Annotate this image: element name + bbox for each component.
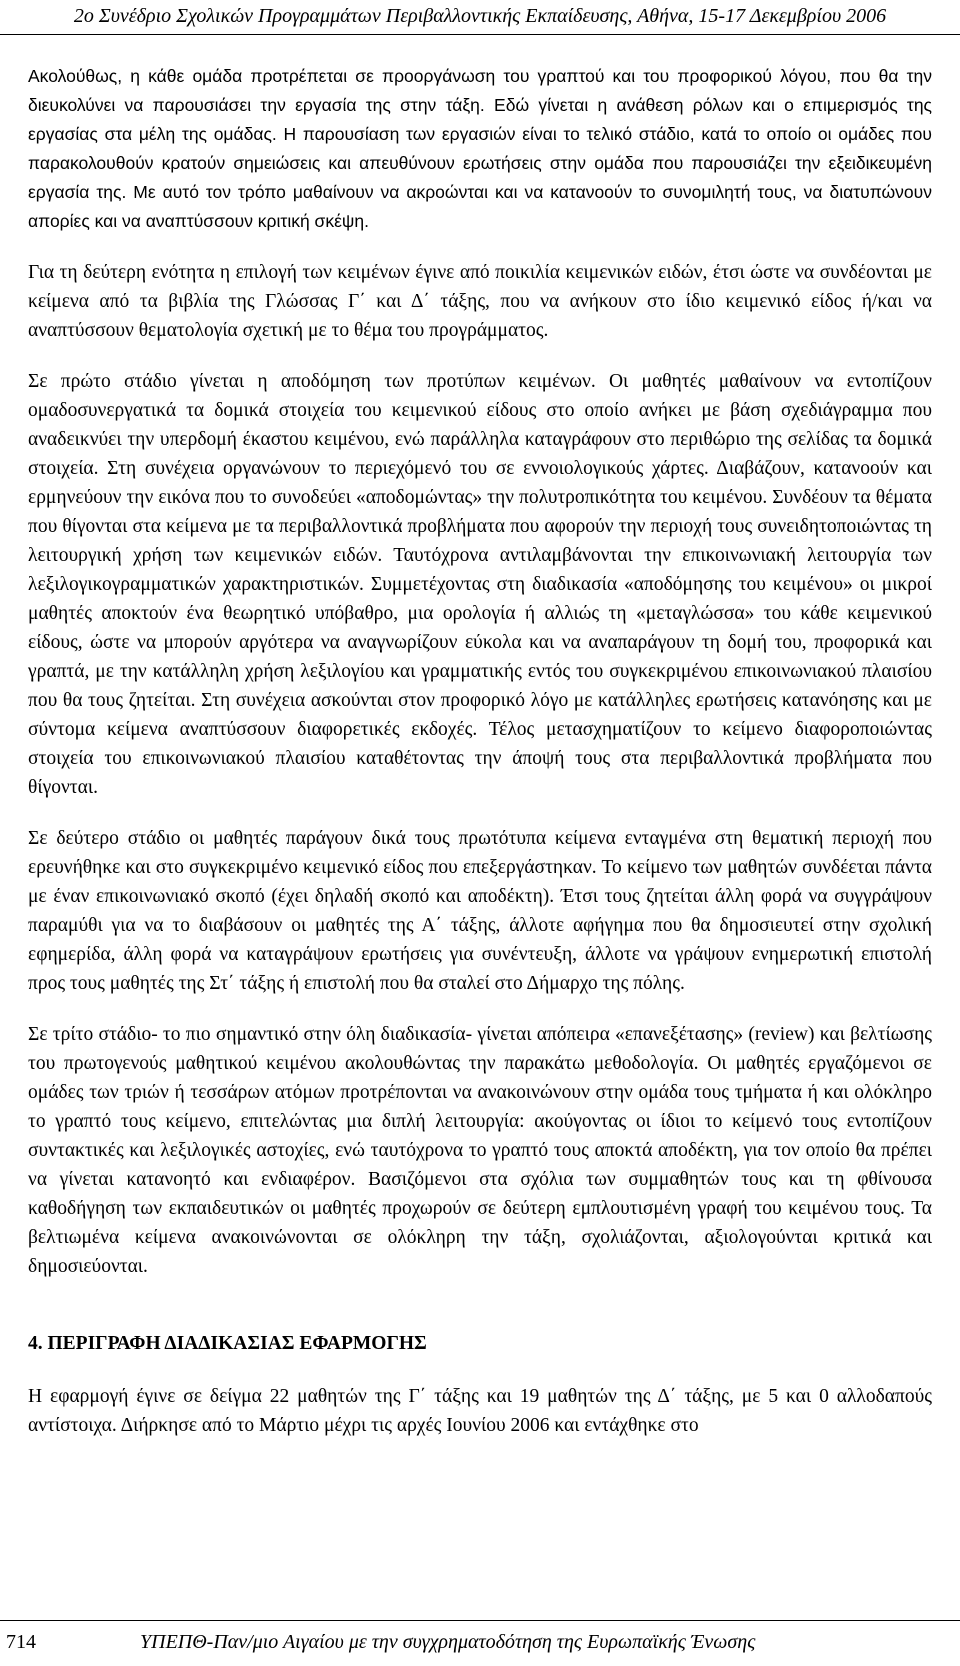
paragraph-application: Η εφαρμογή έγινε σε δείγμα 22 μαθητών της Γ΄ τάξης και 19 μαθητών της Δ΄ τάξης, με 5 και 0 αλλοδαπούς αντίστοιχα. Διήρκησε από το Μάρτιο μέχρι τις αρχές Ιουνίου 2006 και εντάχθηκε στο	[28, 1386, 932, 1436]
page-body	[28, 62, 932, 1462]
paragraph-third-stage: Σε τρίτο στάδιο- το πιο σημαντικό στην όλη διαδικασία- γίνεται απόπειρα «επανεξέτασης» (review) και βελτίωσης του πρωτογενούς μαθητικού κειμένου ακολουθώντας την παρακάτω μεθοδολογία. Οι μαθητές εργαζόμενοι σε ομάδες των τριών ή τεσσάρων ατόμων προτρέπονται να ανακοινώνουν στην ομάδα τους τμήματα ή και ολόκληρο το γραπτό τους κείμενο, επιτελώντας μια διπλή λειτουργία: ακούγοντας οι ίδιοι το κείμενό τους εντοπίζουν συντακτικές και λεξιλογικές αστοχίες, ενώ ταυτόχρονα το γραπτό τους αποκτά αποδέκτη, για τον οποίο θα πρέπει να γίνεται κατανοητό και ενδιαφέρον. Βασιζόμενοι στα σχόλια των συμμαθητών τους και τη φθίνουσα καθοδήγηση των εκπαιδευτικών οι μαθητές προχωρούν σε δεύτερη εμπλουτισμένη γραφή του κειμένου τους. Τα βελτιωμένα κείμενα ανακοινώνονται σε ολόκληρη την τάξη, σχολιάζονται, αξιολογούνται κριτικά και δημοσιεύονται.	[28, 1024, 932, 1277]
page-number: 714	[6, 1631, 36, 1653]
paragraph-second-stage: Σε δεύτερο στάδιο οι μαθητές παράγουν δικά τους πρωτότυπα κείμενα ενταγμένα στη θεματική περιοχή που ερευνήθηκε και στο συγκεκριμένο κειμενικό είδος που επεξεργάστηκαν. Το κείμενο των μαθητών συνδέεται πάντα με έναν επικοινωνιακό σκοπό (έχει δηλαδή σκοπό και αποδέκτη). Έτσι τους ζητείται άλλη φορά να συγγράψουν παραμύθι για να το διαβάσουν οι μαθητές της Α΄ τάξης, άλλοτε αφήγημα που θα δημοσιευτεί στην σχολική εφημερίδα, άλλη φορά να καταγράψουν ερωτήσεις για συνέντευξη, άλλοτε να γράψουν ενημερωτική επιστολή προς τους μαθητές της Στ΄ τάξης ή επιστολή που θα σταλεί στο Δήμαρχο της πόλης.	[28, 828, 932, 994]
section-heading: 4. ΠΕΡΙΓΡΑΦΗ ΔΙΑΔΙΚΑΣΙΑΣ ΕΦΑΡΜΟΓΗΣ	[28, 1333, 427, 1354]
footer-divider	[0, 1620, 960, 1621]
paragraph-group-presentation: Ακολούθως, η κάθε ομάδα προτρέπεται σε προοργάνωση του γραπτού και του προφορικού λόγου, που θα την διευκολύνει να παρουσιάσει την εργασία της στην τάξη. Εδώ γίνεται η ανάθεση ρόλων και ο επιμερισμός της εργασίας στα μέλη της ομάδας. Η παρουσίαση των εργασιών είναι το τελικό στάδιο, κατά το οποίο οι ομάδες που παρακολουθούν κρατούν σημειώσεις και απευθύνουν ερωτήσεις στην ομάδα που παρουσιάζει την εξειδικευμένη εργασία της. Με αυτό τον τρόπο μαθαίνουν να ακροώνται και να κατανοούν το συνομιλητή τους, να διατυπώνουν απορίες και να αναπτύσσουν κριτική σκέψη.	[28, 66, 932, 231]
paragraph-first-stage: Σε πρώτο στάδιο γίνεται η αποδόμηση των προτύπων κειμένων. Οι μαθητές μαθαίνουν να εντοπίζουν ομαδοσυνεργατικά τα δομικά στοιχεία του κειμενικού είδους στο οποίο ανήκει με βάση σχεδιάγραμμα που αναδεικνύει την υπερδομή έκαστου κειμένου, ενώ παράλληλα καταγράφουν στο περιθώριο της σελίδας τα δομικά στοιχεία. Στη συνέχεια οργανώνουν το περιεχόμενό του σε εννοιολογικούς χάρτες. Διαβάζουν, κατανοούν και ερμηνεύουν την εικόνα που το συνοδεύει «αποδομώντας» την πολυτροπικότητα του κειμένου. Συνδέουν τα θέματα που θίγονται στα κείμενα με τα περιβαλλοντικά προβλήματα που αφορούν την περιοχή τους συνειδητοποιώντας τη λειτουργική χρήση των κειμενικών ειδών. Ταυτόχρονα αντιλαμβάνονται την επικοινωνιακή λειτουργία των λεξιλογικογραμματικών χαρακτηριστικών. Συμμετέχοντας στη διαδικασία «αποδόμησης του κειμένου» οι μικροί μαθητές αποκτούν ένα θεωρητικό υπόβαθρο, μια ορολογία ή αλλιώς τη «μεταγλώσσα» του κάθε κειμενικού είδους, ώστε να μπορούν αργότερα να αναγνωρίζουν εύκολα και να αναπαράγουν τη δομή του, προφορικά και γραπτά, με την κατάλληλη χρήση λεξιλογίου και γραμματικής εντός του συγκεκριμένου επικοινωνιακού πλαισίου που θα τους ζητείται. Στη συνέχεια ασκούνται στον προφορικό λόγο με κατάλληλες ερωτήσεις κατανόησης και με σύντομα κείμενα αναπτύσσουν διαφορετικές εκδοχές. Τέλος μετασχηματίζουν το κείμενο διαφοροποιώντας στοιχεία του επικοινωνιακού πλαισίου καταθέτοντας την άποψή τους στα περιβαλλοντικά προβλήματα που θίγονται.	[28, 371, 932, 798]
running-footer: ΥΠΕΠΘ-Παν/μιο Αιγαίου με την συγχρηματοδότηση της Ευρωπαϊκής Ένωσης	[140, 1631, 756, 1653]
header-divider	[0, 34, 960, 35]
paragraph-text-selection: Για τη δεύτερη ενότητα η επιλογή των κειμένων έγινε από ποικιλία κειμενικών ειδών, έτσι ώστε να συνδέονται με κείμενα από τα βιβλία της Γλώσσας Γ΄ και Δ΄ τάξης, που να ανήκουν στο ίδιο κειμενικό είδος ή/και να αναπτύσσουν θεματολογία σχετική με το θέμα του προγράμματος.	[28, 262, 932, 341]
running-header: 2ο Συνέδριο Σχολικών Προγραμμάτων Περιβαλλοντικής Εκπαίδευσης, Αθήνα, 15-17 Δεκεμβρίου 2006	[73, 5, 887, 27]
